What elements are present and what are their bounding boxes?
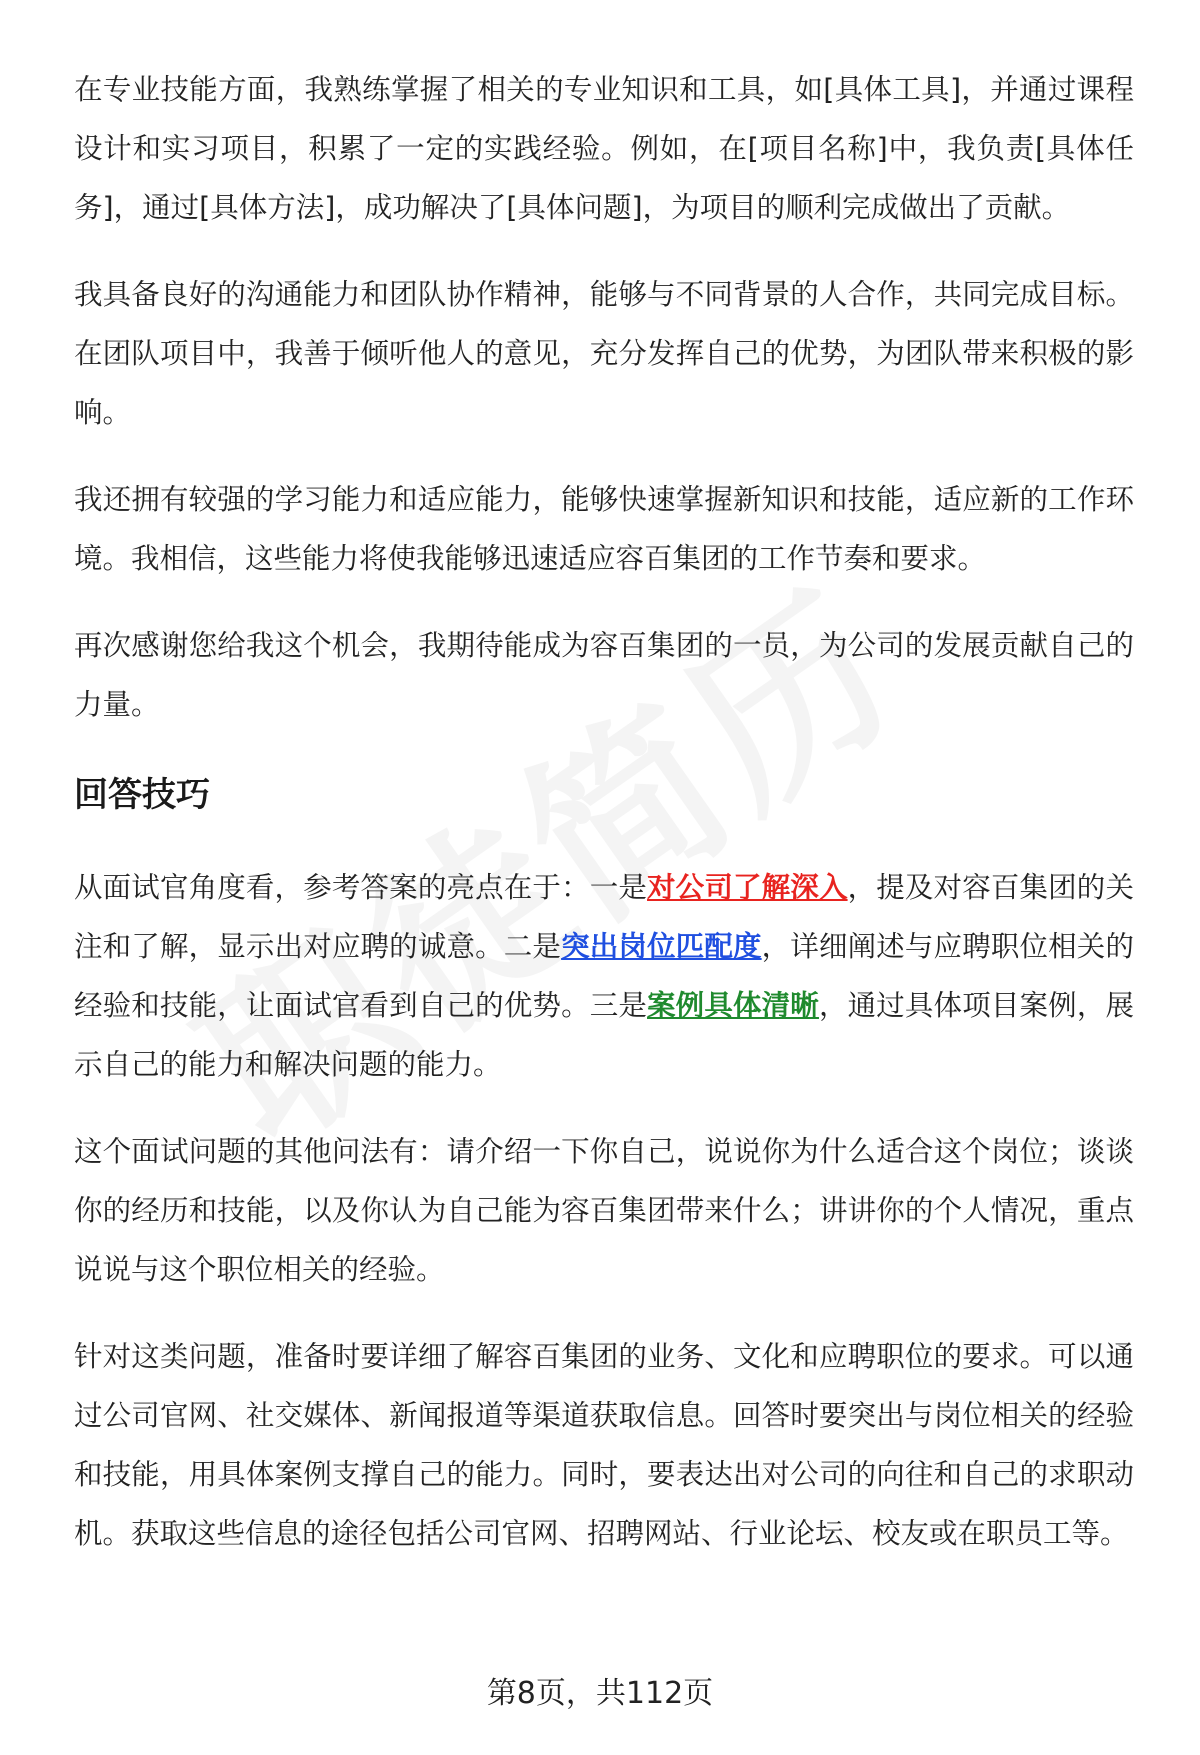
- tips-text-2: ，提及对容百集团的关注和了解，显示出对应聘的诚意。二是: [74, 871, 1134, 963]
- paragraph-learning: 我还拥有较强的学习能力和适应能力，能够快速掌握新知识和技能，适应新的工作环境。我相信，这些能力将使我能够迅速适应容百集团的工作节奏和要求。: [74, 483, 1134, 575]
- tips-text-3: ，详细阐述与应聘职位相关的经验和技能，让面试官看到自己的优势。三是: [74, 930, 1134, 1022]
- paragraph-tips: [74, 858, 1134, 1094]
- paragraph-alt-questions: 这个面试问题的其他问法有：请介绍一下你自己，说说你为什么适合这个岗位；谈谈你的经历和技能，以及你认为自己能为容百集团带来什么；讲讲你的个人情况，重点说说与这个职位相关的经验。: [74, 1135, 1134, 1286]
- page-number: 第8页，共112页: [486, 1676, 714, 1711]
- highlight-job-match: 突出岗位匹配度: [561, 930, 762, 963]
- paragraph-skills: 在专业技能方面，我熟练掌握了相关的专业知识和工具，如[具体工具]，并通过课程设计和实习项目，积累了一定的实践经验。例如，在[项目名称]中，我负责[具体任务]，通过[具体方法]，成功解决了[具体问题]，为项目的顺利完成做出了贡献。: [74, 73, 1134, 224]
- highlight-clear-cases: 案例具体清晰: [647, 989, 819, 1022]
- paragraph-teamwork: 我具备良好的沟通能力和团队协作精神，能够与不同背景的人合作，共同完成目标。在团队项目中，我善于倾听他人的意见，充分发挥自己的优势，为团队带来积极的影响。: [74, 278, 1134, 429]
- tips-text-1: 从面试官角度看，参考答案的亮点在于：一是: [74, 871, 648, 904]
- paragraph-preparation: 针对这类问题，准备时要详细了解容百集团的业务、文化和应聘职位的要求。可以通过公司官网、社交媒体、新闻报道等渠道获取信息。回答时要突出与岗位相关的经验和技能，用具体案例支撑自己的能力。同时，要表达出对公司的向往和自己的求职动机。获取这些信息的途径包括公司官网、招聘网站、行业论坛、校友或在职员工等。: [74, 1340, 1134, 1550]
- page-content: [74, 60, 1134, 1591]
- highlight-company-knowledge: 对公司了解深入: [647, 871, 848, 904]
- tips-text-4: ，通过具体项目案例，展示自己的能力和解决问题的能力。: [74, 989, 1134, 1081]
- paragraph-thanks: 再次感谢您给我这个机会，我期待能成为容百集团的一员，为公司的发展贡献自己的力量。: [74, 629, 1134, 721]
- section-heading: 回答技巧: [74, 775, 210, 815]
